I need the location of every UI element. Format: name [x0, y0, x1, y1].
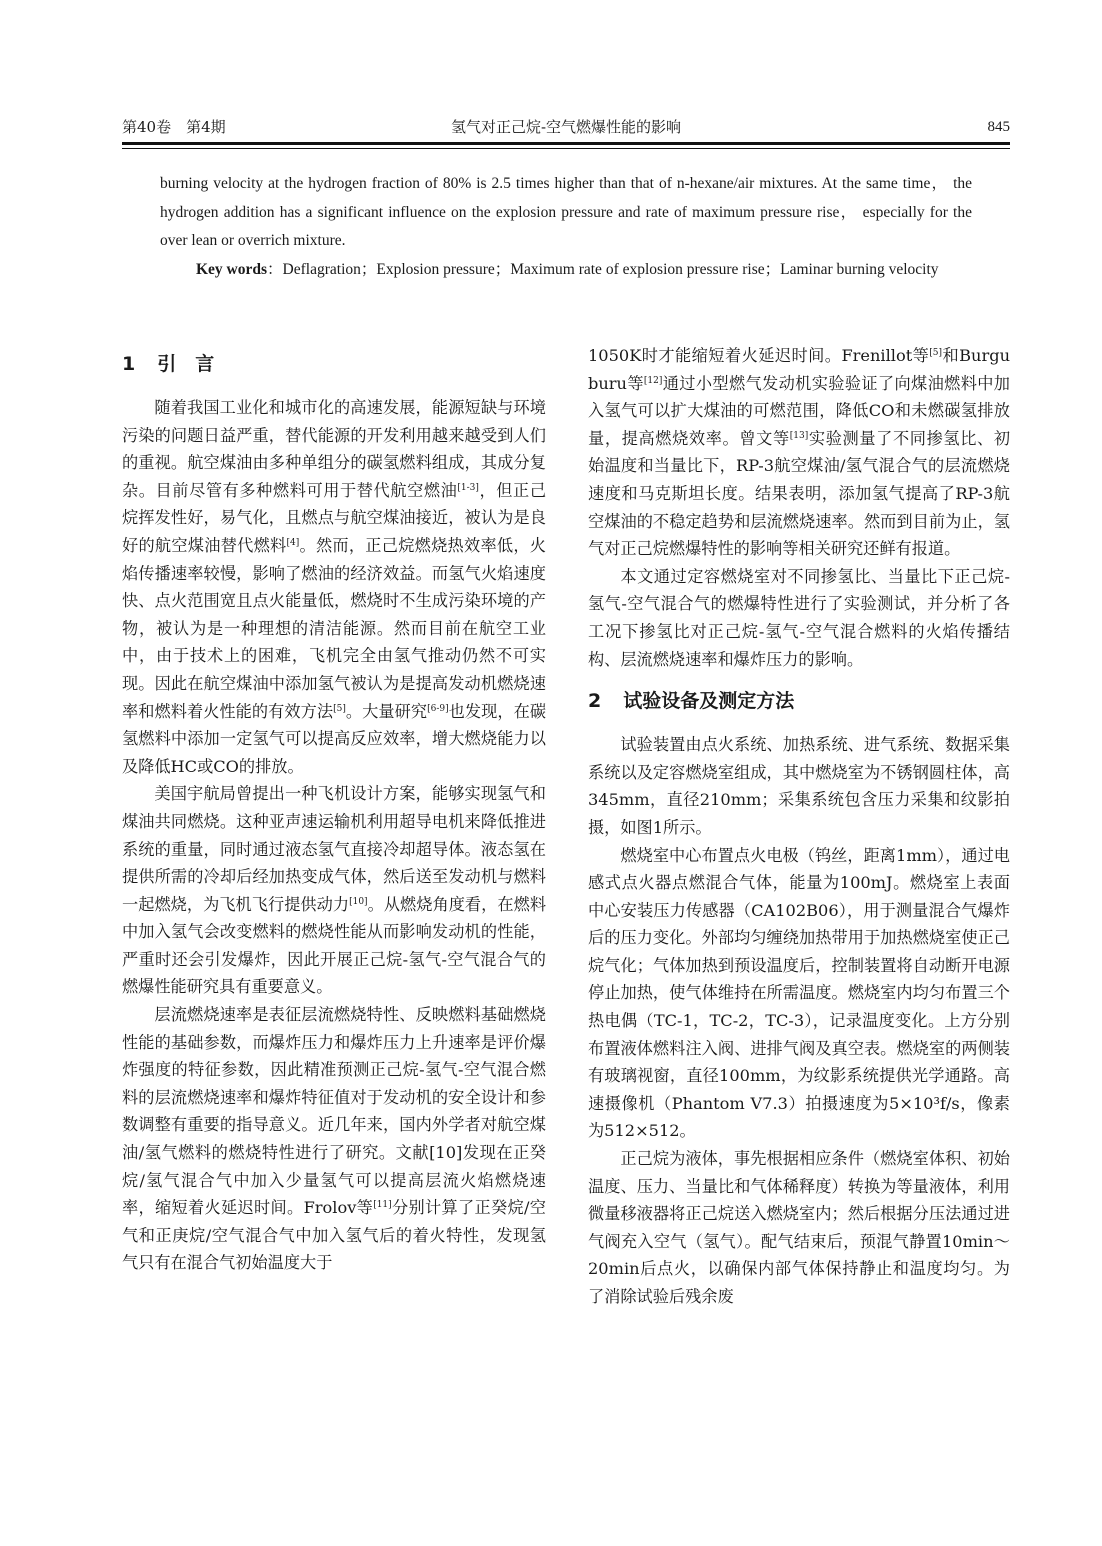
citation: [13]: [789, 430, 809, 441]
paragraph: [122, 394, 546, 780]
text-run: 也发现，在碳氢燃料中添加一定氢气可以提高反应效率，增大燃烧能力以及降低HC或CO的排放。: [122, 701, 547, 776]
section-title: 引 言: [157, 353, 215, 375]
text-run: 分别计算了正癸烷/空气和正庚烷/空气混合气中加入氢气后的着火特性，发现氢气只有在混合气初始温度大于: [122, 1198, 546, 1273]
text-run: 实验测量了不同掺氢比、初始温度和当量比下，RP-3航空煤油/氢气混合气的层流燃烧速度和马克斯坦长度。结果表明，添加氢气提高了RP-3航空煤油的不稳定趋势和层流燃烧速率。然而到目前为止，氢气对正己烷燃爆特性的影响等相关研究还鲜有报道。: [588, 428, 1011, 559]
paragraph: 燃烧室中心布置点火电极（钨丝，距离1mm），通过电感式点火器点燃混合气体，能量为100mJ。燃烧室上表面中心安装压力传感器（CA102B06），用于测量混合气爆炸后的压力变化。外部均匀缠绕加热带用于加热燃烧室使正己烷气化；气体加热到预设温度后，控制装置将自动断开电源停止加热，使气体维持在所需温度。燃烧室内均匀布置三个热电偶（TC-1，TC-2，TC-3），记录温度变化。上方分别布置液体燃料注入阀、进排气阀及真空表。燃烧室的两侧装有玻璃视窗，直径100mm，为纹影系统提供光学通路。高速摄像机（Phantom V7.3）拍摄速度为5×10³f/s，像素为512×512。: [588, 845, 1010, 1141]
text-run: 美国宇航局曾提出一种飞机设计方案，能够实现氢气和煤油共同燃烧。这种亚声速运输机利用超导电机来降低推进系统的重量，同时通过液态氢气直接冷却超导体。液态氢在提供所需的冷却后经加热变成气体，然后送至发动机与燃料一起燃烧，为飞机飞行提供动力: [122, 784, 546, 914]
text-run: 1050K时才能缩短着火延迟时间。Frenillot等: [588, 346, 930, 365]
text-run: 。从燃烧角度看，在燃料中加入氢气会改变燃料的燃烧性能从而影响发动机的性能，严重时还会引发爆炸，因此开展正己烷-氢气-空气混合气的燃爆性能研究具有重要意义。: [122, 894, 547, 997]
text-run: 通过小型燃气发动机实验验证了向煤油燃料中加入氢气可以扩大煤油的可燃范围，降低CO和未燃碳氢排放量，提高燃烧效率。曾文等: [588, 373, 1010, 448]
header-rule-thick: [122, 142, 1010, 145]
citation: [1-3]: [457, 482, 479, 493]
paragraph: 正己烷为液体，事先根据相应条件（燃烧室体积、初始温度、压力、当量比和气体稀释度）转换为等量液体，利用微量移液器将正己烷送入燃烧室内；然后根据分压法通过进气阀充入空气（氢气）。配气结束后，预混气静置10min～20min后点火，以确保内部气体保持静止和温度均匀。为了消除试验后残余废: [588, 1149, 1010, 1306]
journal-volume-issue: 第40卷 第4期: [122, 118, 226, 136]
paragraph: [588, 342, 1010, 563]
citation: [10]: [349, 896, 368, 907]
left-column: [122, 342, 546, 1277]
keywords: [160, 256, 972, 285]
paragraph: [122, 780, 546, 1001]
running-title: 氢气对正己烷-空气燃爆性能的影响: [450, 118, 682, 136]
paragraph: 试验装置由点火系统、加热系统、进气系统、数据采集系统以及定容燃烧室组成，其中燃烧室为不锈钢圆柱体，高345mm，直径210mm；采集系统包含压力采集和纹影拍摄，如图1所示。: [588, 735, 1010, 837]
citation: [6-9]: [427, 703, 449, 714]
paragraph: 本文通过定容燃烧室对不同掺氢比、当量比下正己烷-氢气-空气混合气的燃爆特性进行了实验测试，并分析了各工况下掺氢比对正己烷-氢气-空气混合燃料的火焰传播结构、层流燃烧速率和爆炸压力的影响。: [588, 566, 1010, 669]
section-heading-methods: [588, 687, 1010, 715]
text-run: 。大量研究: [345, 701, 428, 721]
citation: [12]: [643, 375, 663, 386]
header-rule-thin: [122, 148, 1010, 149]
text-run: 。然而，正己烷燃烧热效率低，火焰传播速率较慢，影响了燃油的经济效益。而氢气火焰速度快、点火范围宽且点火能量低，燃烧时不生成污染环境的产物，被认为是一种理想的清洁能源。然而目前在航空工业中，由于技术上的困难，飞机完全由氢气推动仍然不可实现。因此在航空煤油中添加氢气被认为是提高发动机燃烧速率和燃料着火性能的有效方法: [122, 535, 546, 721]
section-title: 试验设备及测定方法: [623, 690, 795, 713]
text-run: ，但正己烷挥发性好，易气化，且燃点与航空煤油接近，被认为是良好的航空煤油替代燃料: [122, 480, 547, 555]
section-number: 1: [122, 353, 136, 375]
keywords-label: Key words: [196, 260, 268, 278]
citation: [4]: [286, 537, 300, 548]
english-abstract: [160, 170, 972, 284]
abstract-text: burning velocity at the hydrogen fraction of 80% is 2.5 times higher than that of n-hexane/air mixtures. At the same time， the hydrogen addition has a significant influence on the explosion pressure and rate of maximum pressure rise， especially for the over lean or overrich mixture.: [160, 175, 972, 249]
text-run: 层流燃烧速率是表征层流燃烧特性、反映燃料基础燃烧性能的基础参数，而爆炸压力和爆炸压力上升速率是评价爆炸强度的特征参数，因此精准预测正己烷-氢气-空气混合燃料的层流燃烧速率和爆炸特征值对于发动机的安全设计和参数调整有重要的指导意义。近几年来，国内外学者对航空煤油/氢气燃料的燃烧特性进行了研究。文献[10]发现在正癸烷/氢气混合气中加入少量氢气可以提高层流火焰燃烧速率，缩短着火延迟时间。Frolov等: [122, 1005, 546, 1218]
citation: [5]: [333, 703, 346, 714]
text-run: 随着我国工业化和城市化的高速发展，能源短缺与环境污染的问题日益严重，替代能源的开发利用越来越受到人们的重视。航空煤油由多种单组分的碳氢燃料组成，其成分复杂。目前尽管有多种燃料可用于替代航空燃油: [122, 398, 546, 500]
citation: [11]: [373, 1200, 392, 1211]
paragraph: [122, 1001, 546, 1277]
keywords-text: ：Deflagration；Explosion pressure；Maximum rate of explosion pressure rise；Laminar burning velocity: [267, 260, 939, 278]
right-column: [588, 342, 1010, 1311]
section-number: 2: [588, 690, 602, 713]
section-heading-introduction: [122, 350, 546, 378]
citation: [5]: [929, 348, 943, 358]
running-header: [122, 116, 1010, 138]
text-run: 和Burguburu等: [588, 346, 1010, 393]
page-number: 845: [987, 119, 1010, 135]
